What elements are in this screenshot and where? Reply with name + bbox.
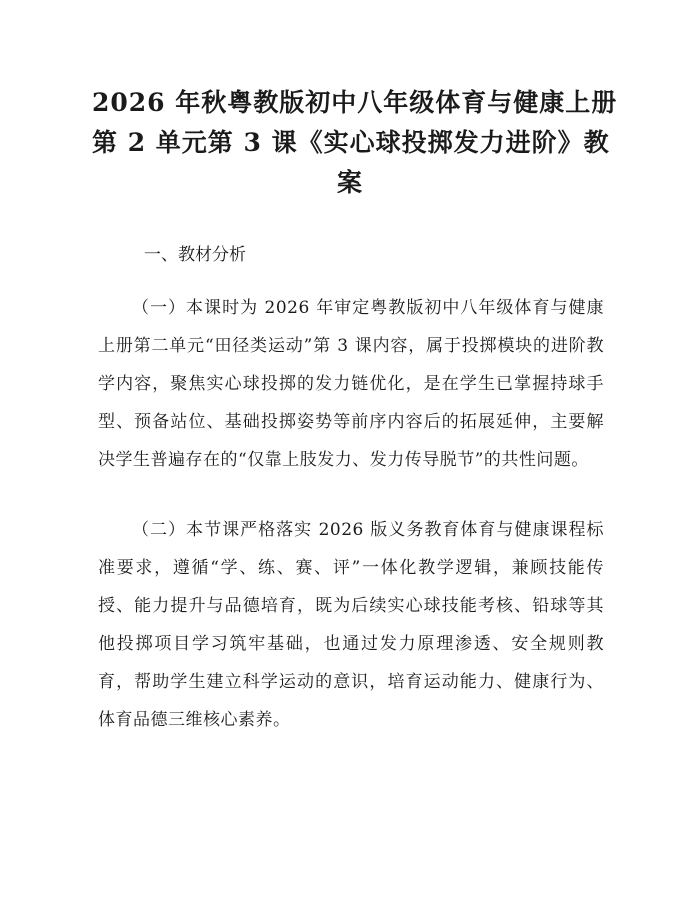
section-heading-textbook-analysis: 一、教材分析 — [144, 245, 246, 265]
title-line-1: 2026 年秋粤教版初中八年级体育与健康上册 — [92, 88, 618, 117]
paragraph-1: （一）本课时为 2026 年审定粤教版初中八年级体育与健康上册第二单元“田径类运动”第 3 课内容，属于投掷模块的进阶教学内容，聚焦实心球投掷的发力链优化，是在学生已掌握持球手型、预备站位、基础投掷姿势等前序内容后的拓展延伸，主要解决学生普遍存在的“仅靠上肢发力、发力传导脱节”的共性问题。 — [98, 298, 604, 470]
document-title — [92, 83, 618, 203]
title-line-2: 第 2 单元第 3 课《实心球投掷发力进阶》教 — [92, 128, 610, 157]
title-line-3: 案 — [336, 168, 363, 197]
paragraph-2: （二）本节课严格落实 2026 版义务教育体育与健康课程标准要求，遵循“学、练、赛、评”一体化教学逻辑，兼顾技能传授、能力提升与品德培育，既为后续实心球技能考核、铅球等其他投掷项目学习筑牢基础，也通过发力原理渗透、安全规则教育，帮助学生建立科学运动的意识，培育运动能力、健康行为、体育品德三维核心素养。 — [98, 520, 604, 730]
